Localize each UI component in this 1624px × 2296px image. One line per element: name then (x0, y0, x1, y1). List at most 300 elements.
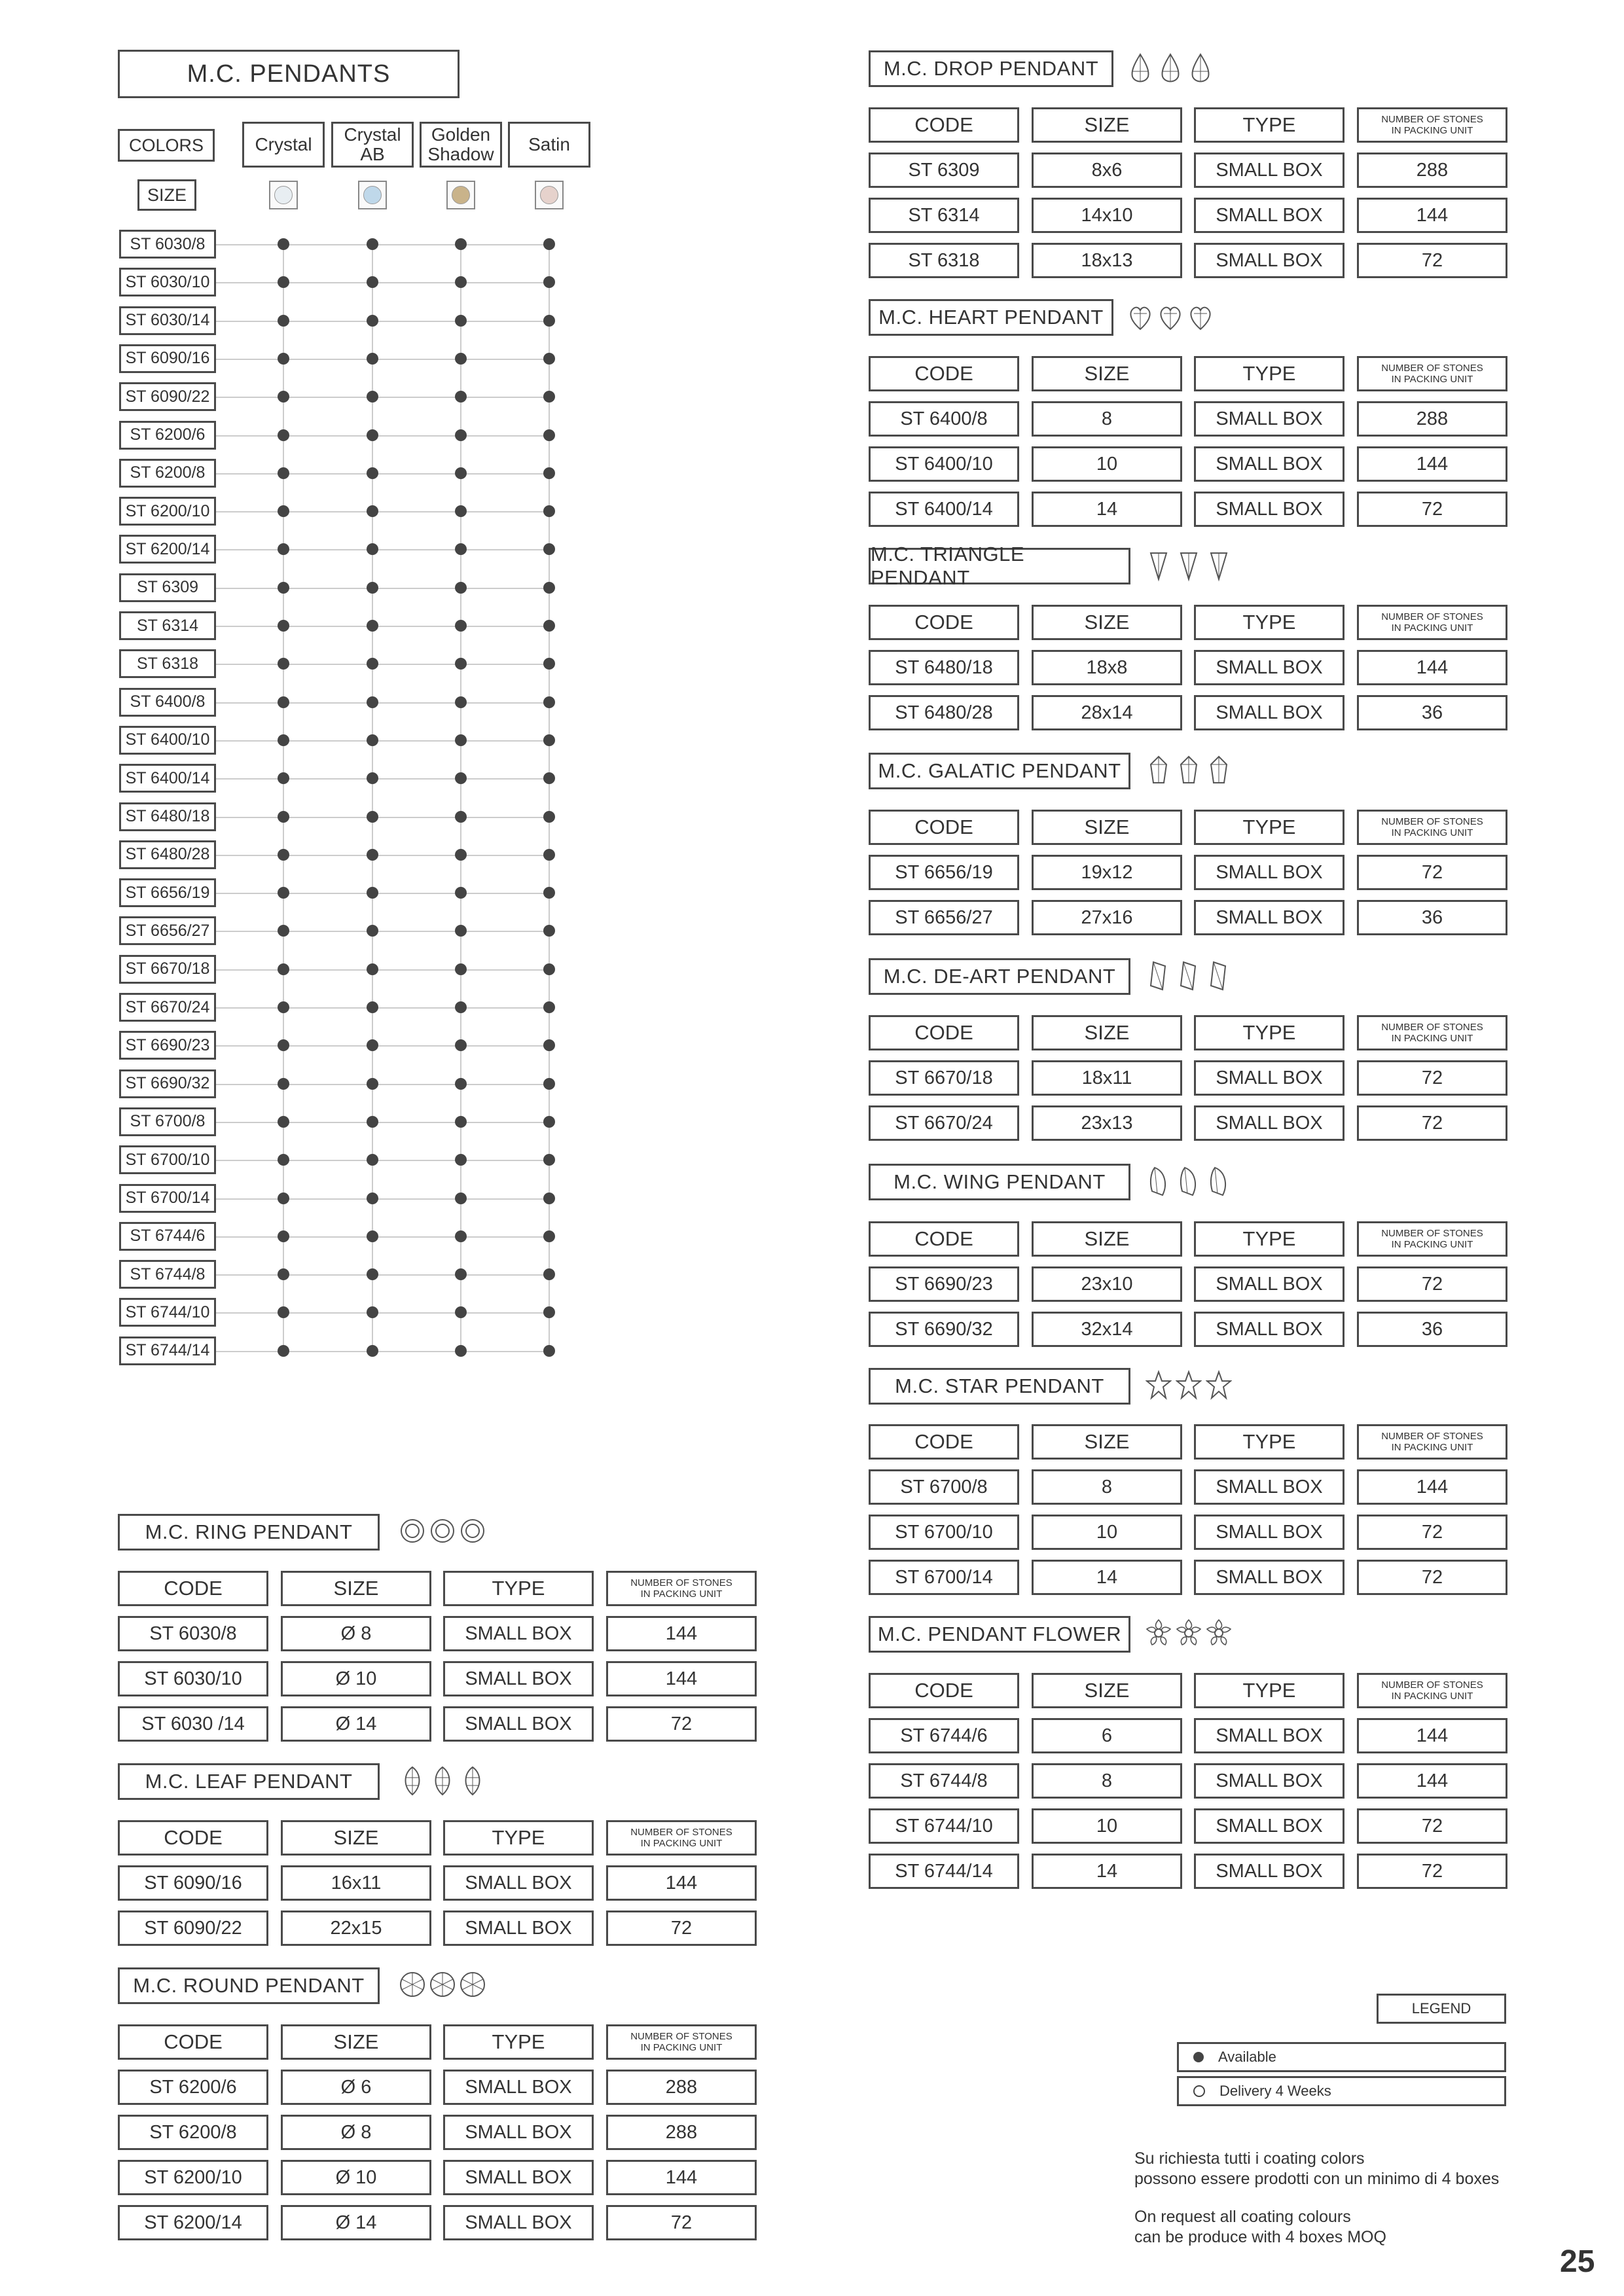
cell-code: ST 6309 (869, 152, 1019, 188)
matrix-code-label: ST 6200/10 (119, 497, 216, 526)
table-header-code: CODE (118, 1820, 268, 1856)
stones-header-line2: IN PACKING UNIT (1391, 374, 1473, 385)
cell-size: 14 (1032, 1854, 1182, 1889)
cell-size: 10 (1032, 1808, 1182, 1844)
round-pendant-icon (399, 1969, 425, 2005)
cell-stones: 144 (1357, 650, 1507, 685)
available-dot-icon (455, 1039, 467, 1051)
stones-header-line1: NUMBER OF STONES (1381, 611, 1483, 622)
table-header-stones (1357, 810, 1507, 845)
available-dot-icon (543, 1154, 555, 1166)
matrix-code-label: ST 6690/32 (119, 1069, 216, 1098)
leaf-pendant-icon (399, 1765, 425, 1801)
cell-code: ST 6744/6 (869, 1718, 1019, 1753)
ring-pendant-icon (429, 1515, 456, 1551)
cell-stones: 72 (606, 2205, 757, 2240)
section-title: M.C. STAR PENDANT (869, 1368, 1130, 1405)
matrix-code-label: ST 6200/6 (119, 421, 216, 450)
table-header-stones (1357, 356, 1507, 391)
cell-type: SMALL BOX (1194, 243, 1344, 278)
available-dot-icon (455, 1078, 467, 1090)
size-label: SIZE (137, 179, 196, 211)
stones-header-line2: IN PACKING UNIT (1391, 1691, 1473, 1702)
available-dot-icon (543, 1078, 555, 1090)
matrix-code-label: ST 6314 (119, 611, 216, 640)
available-dot-icon (543, 1193, 555, 1204)
cell-code: ST 6314 (869, 198, 1019, 233)
galactic-pendant-icons (1146, 754, 1232, 790)
matrix-code-label: ST 6318 (119, 649, 216, 678)
matrix-row-line (216, 511, 549, 512)
cell-stones: 72 (1357, 1515, 1507, 1550)
cell-type: SMALL BOX (443, 2115, 594, 2150)
cell-size: 22x15 (281, 1910, 431, 1946)
cell-stones: 36 (1357, 695, 1507, 730)
matrix-code-label: ST 6670/18 (119, 955, 216, 984)
matrix-row-line (216, 244, 549, 245)
heart-pendant-icons (1127, 300, 1214, 336)
cell-code: ST 6400/8 (869, 401, 1019, 437)
available-dot-icon (455, 315, 467, 327)
triangle-pendant-icon (1206, 549, 1232, 585)
available-dot-icon (543, 315, 555, 327)
table-header-size: SIZE (1032, 107, 1182, 143)
stones-header-line2: IN PACKING UNIT (640, 2042, 723, 2053)
available-dot-icon (543, 849, 555, 861)
star-pendant-icons (1146, 1369, 1232, 1405)
cell-stones: 72 (1357, 1854, 1507, 1889)
cell-type: SMALL BOX (1194, 1854, 1344, 1889)
crystal-stone-icon (540, 186, 558, 204)
cell-type: SMALL BOX (443, 1661, 594, 1696)
section-title: M.C. GALATIC PENDANT (869, 753, 1130, 789)
stones-header-line2: IN PACKING UNIT (1391, 1442, 1473, 1453)
available-dot-icon (278, 887, 289, 899)
matrix-code-label: ST 6030/14 (119, 306, 216, 335)
matrix-row-line (216, 321, 549, 322)
table-header-code: CODE (869, 356, 1019, 391)
note-english-line1: On request all coating colours (1134, 2208, 1351, 2226)
cell-stones: 144 (606, 1661, 757, 1696)
stones-header-line2: IN PACKING UNIT (1391, 622, 1473, 634)
triangle-pendant-icon (1176, 549, 1202, 585)
cell-type: SMALL BOX (1194, 900, 1344, 935)
cell-code: ST 6670/24 (869, 1105, 1019, 1141)
legend-delivery-label: Delivery 4 Weeks (1219, 2083, 1331, 2099)
available-dot-icon (455, 811, 467, 823)
matrix-row-line (216, 435, 549, 437)
table-header-size: SIZE (1032, 810, 1182, 845)
cell-code: ST 6670/18 (869, 1060, 1019, 1096)
color-swatch-icon (446, 181, 475, 209)
table-header-size: SIZE (1032, 1673, 1182, 1708)
available-dot-icon (278, 1193, 289, 1204)
available-dot-icon (455, 1193, 467, 1204)
matrix-row-line (216, 1198, 549, 1200)
cell-stones: 72 (1357, 1105, 1507, 1141)
wing-pendant-icons (1146, 1165, 1232, 1201)
matrix-code-label: ST 6480/28 (119, 840, 216, 869)
legend-delivery (1177, 2076, 1506, 2106)
matrix-code-label: ST 6090/22 (119, 382, 216, 411)
cell-size: 18x11 (1032, 1060, 1182, 1096)
available-dot-icon (367, 429, 378, 441)
cell-code: ST 6030/10 (118, 1661, 268, 1696)
table-header-type: TYPE (1194, 356, 1344, 391)
stones-header-line1: NUMBER OF STONES (1381, 1679, 1483, 1691)
available-dot-icon (367, 467, 378, 479)
available-dot-icon (455, 1345, 467, 1357)
available-dot-icon (543, 658, 555, 670)
available-dot-icon (455, 582, 467, 594)
table-header-type: TYPE (443, 1820, 594, 1856)
galactic-pendant-icon (1146, 754, 1172, 790)
main-title: M.C. PENDANTS (118, 50, 460, 98)
crystal-stone-icon (274, 186, 293, 204)
cell-stones: 144 (1357, 1763, 1507, 1799)
cell-code: ST 6690/32 (869, 1312, 1019, 1347)
table-header-code: CODE (118, 2024, 268, 2060)
cell-size: Ø 14 (281, 2205, 431, 2240)
available-dot-icon (278, 315, 289, 327)
matrix-code-label: ST 6690/23 (119, 1031, 216, 1060)
available-dot-icon (278, 543, 289, 555)
available-dot-icon (455, 620, 467, 632)
available-dot-icon (367, 658, 378, 670)
matrix-code-label: ST 6400/10 (119, 726, 216, 755)
available-dot-icon (367, 772, 378, 784)
matrix-code-label: ST 6700/10 (119, 1145, 216, 1174)
round-pendant-icons (399, 1969, 486, 2005)
cell-code: ST 6400/10 (869, 446, 1019, 482)
cell-size: 19x12 (1032, 855, 1182, 890)
matrix-row-line (216, 702, 549, 704)
cell-stones: 288 (1357, 152, 1507, 188)
cell-type: SMALL BOX (1194, 695, 1344, 730)
matrix-code-label: ST 6744/6 (119, 1222, 216, 1251)
available-dot-icon (367, 505, 378, 517)
available-dot-icon (455, 353, 467, 365)
available-dot-icon (367, 1078, 378, 1090)
cell-code: ST 6700/14 (869, 1560, 1019, 1595)
section-title: M.C. LEAF PENDANT (118, 1763, 380, 1800)
table-header-stones (1357, 1015, 1507, 1050)
matrix-row-line (216, 626, 549, 627)
wing-pendant-icon (1206, 1165, 1232, 1201)
table-header-size: SIZE (1032, 605, 1182, 640)
available-dot-icon (278, 772, 289, 784)
stones-header-line1: NUMBER OF STONES (1381, 363, 1483, 374)
available-dot-icon (543, 1116, 555, 1128)
available-dot-icon (543, 1230, 555, 1242)
matrix-code-label: ST 6480/18 (119, 802, 216, 831)
stones-header-line2: IN PACKING UNIT (640, 1838, 723, 1849)
cell-size: 32x14 (1032, 1312, 1182, 1347)
star-pendant-icon (1176, 1369, 1202, 1405)
available-dot-icon (455, 505, 467, 517)
available-dot-icon (455, 1116, 467, 1128)
available-dot-icon (278, 582, 289, 594)
cell-type: SMALL BOX (1194, 1763, 1344, 1799)
available-dot-icon (543, 391, 555, 403)
round-pendant-icon (429, 1969, 456, 2005)
de-art-pendant-icons (1146, 960, 1232, 996)
color-swatch-icon (358, 181, 387, 209)
available-dot-icon (543, 925, 555, 937)
ring-pendant-icons (399, 1515, 486, 1551)
cell-stones: 72 (1357, 1060, 1507, 1096)
available-dot-icon (543, 1268, 555, 1280)
cell-type: SMALL BOX (1194, 492, 1344, 527)
available-dot-icon (543, 1039, 555, 1051)
cell-code: ST 6744/10 (869, 1808, 1019, 1844)
deart-pendant-icon (1206, 960, 1232, 996)
available-dot-icon (543, 887, 555, 899)
cell-size: 14x10 (1032, 198, 1182, 233)
table-header-type: TYPE (1194, 107, 1344, 143)
matrix-row-line (216, 1274, 549, 1276)
colors-label: COLORS (118, 129, 215, 162)
available-dot-icon (278, 849, 289, 861)
cell-stones: 288 (606, 2070, 757, 2105)
cell-code: ST 6656/27 (869, 900, 1019, 935)
matrix-row-line (216, 359, 549, 360)
matrix-code-label: ST 6200/8 (119, 459, 216, 488)
cell-stones: 72 (1357, 1266, 1507, 1302)
table-header-size: SIZE (1032, 1015, 1182, 1050)
matrix-row-line (216, 1084, 549, 1085)
table-header-stones (1357, 1673, 1507, 1708)
galactic-pendant-icon (1206, 754, 1232, 790)
matrix-row-line (216, 1045, 549, 1047)
flower-pendant-icon (1206, 1617, 1232, 1653)
matrix-row-line (216, 740, 549, 742)
stones-header-line2: IN PACKING UNIT (1391, 125, 1473, 136)
available-dot-icon (543, 811, 555, 823)
section-title: M.C. DROP PENDANT (869, 50, 1113, 87)
table-header-type: TYPE (443, 1571, 594, 1606)
matrix-code-label: ST 6656/27 (119, 916, 216, 945)
matrix-row-line (216, 1351, 549, 1352)
matrix-code-label: ST 6670/24 (119, 993, 216, 1022)
available-dot-icon (543, 353, 555, 365)
cell-stones: 144 (1357, 1469, 1507, 1505)
available-dot-icon (455, 543, 467, 555)
flower-pendant-icon (1176, 1617, 1202, 1653)
table-header-type: TYPE (1194, 1673, 1344, 1708)
cell-stones: 144 (606, 1865, 757, 1901)
cell-type: SMALL BOX (443, 1706, 594, 1742)
available-dot-icon (278, 811, 289, 823)
available-dot-icon (543, 276, 555, 288)
flower-pendant-icons (1146, 1617, 1232, 1653)
note-italian (1134, 2149, 1499, 2189)
table-header-type: TYPE (1194, 810, 1344, 845)
available-dot-icon (367, 887, 378, 899)
available-dot-icon (367, 1193, 378, 1204)
available-dot-icon (367, 963, 378, 975)
matrix-code-label: ST 6700/14 (119, 1184, 216, 1213)
available-dot-icon (278, 1154, 289, 1166)
matrix-row-line (216, 855, 549, 856)
available-dot-icon (367, 849, 378, 861)
available-dot-icon (543, 467, 555, 479)
available-dot-icon (278, 391, 289, 403)
cell-code: ST 6690/23 (869, 1266, 1019, 1302)
heart-pendant-icon (1187, 300, 1214, 336)
table-header-size: SIZE (281, 2024, 431, 2060)
available-dot-icon (278, 1230, 289, 1242)
matrix-row-line (216, 1007, 549, 1009)
leaf-pendant-icon (429, 1765, 456, 1801)
cell-size: Ø 8 (281, 2115, 431, 2150)
cell-type: SMALL BOX (443, 1910, 594, 1946)
available-dot-icon (455, 963, 467, 975)
available-dot-icon (543, 1345, 555, 1357)
cell-stones: 288 (606, 2115, 757, 2150)
matrix-vertical-line (372, 244, 373, 1351)
stones-header-line2: IN PACKING UNIT (1391, 1033, 1473, 1044)
color-swatch-icon (269, 181, 298, 209)
matrix-code-label: ST 6744/8 (119, 1260, 216, 1289)
cell-stones: 144 (1357, 446, 1507, 482)
available-dot-icon (367, 1268, 378, 1280)
note-italian-line1: Su richiesta tutti i coating colors (1134, 2149, 1365, 2168)
table-header-code: CODE (869, 1673, 1019, 1708)
drop-pendant-icon (1187, 52, 1214, 88)
available-dot-icon (455, 1154, 467, 1166)
available-dot-icon (278, 238, 289, 250)
cell-type: SMALL BOX (1194, 1469, 1344, 1505)
cell-type: SMALL BOX (443, 2070, 594, 2105)
legend-available-label: Available (1218, 2049, 1276, 2065)
available-dot-icon (455, 429, 467, 441)
heart-pendant-icon (1127, 300, 1153, 336)
available-dot-icon (278, 353, 289, 365)
cell-stones: 72 (1357, 243, 1507, 278)
cell-code: ST 6200/14 (118, 2205, 268, 2240)
available-dot-icon (367, 391, 378, 403)
available-dot-icon (278, 1116, 289, 1128)
available-dot-icon (455, 391, 467, 403)
table-header-code: CODE (869, 605, 1019, 640)
cell-code: ST 6200/8 (118, 2115, 268, 2150)
galactic-pendant-icon (1176, 754, 1202, 790)
cell-code: ST 6030/8 (118, 1616, 268, 1651)
cell-type: SMALL BOX (1194, 1060, 1344, 1096)
heart-pendant-icon (1157, 300, 1183, 336)
available-dot-icon (367, 1230, 378, 1242)
cell-type: SMALL BOX (1194, 401, 1344, 437)
cell-size: 8 (1032, 1469, 1182, 1505)
legend-available (1177, 2042, 1506, 2072)
stones-header-line2: IN PACKING UNIT (1391, 827, 1473, 838)
cell-code: ST 6656/19 (869, 855, 1019, 890)
available-dot-icon (543, 963, 555, 975)
available-dot-icon (278, 734, 289, 746)
cell-type: SMALL BOX (1194, 1560, 1344, 1595)
available-dot-icon (543, 620, 555, 632)
matrix-code-label: ST 6700/8 (119, 1107, 216, 1136)
round-pendant-icon (460, 1969, 486, 2005)
cell-size: 23x10 (1032, 1266, 1182, 1302)
available-dot-icon (543, 696, 555, 708)
cell-code: ST 6318 (869, 243, 1019, 278)
cell-type: SMALL BOX (1194, 1515, 1344, 1550)
available-dot-icon (367, 811, 378, 823)
section-title: M.C. ROUND PENDANT (118, 1967, 380, 2004)
available-dot-icon (455, 849, 467, 861)
matrix-row-line (216, 282, 549, 283)
matrix-row-line (216, 1122, 549, 1123)
table-header-size: SIZE (281, 1820, 431, 1856)
triangle-pendant-icons (1146, 549, 1232, 585)
cell-size: 18x8 (1032, 650, 1182, 685)
matrix-vertical-line (549, 244, 550, 1351)
available-dot-icon (278, 696, 289, 708)
cell-size: 10 (1032, 446, 1182, 482)
available-dot-icon (455, 658, 467, 670)
cell-type: SMALL BOX (1194, 198, 1344, 233)
legend-title: LEGEND (1377, 1994, 1506, 2024)
matrix-code-label: ST 6744/10 (119, 1298, 216, 1327)
table-header-size: SIZE (281, 1571, 431, 1606)
available-dot-icon (367, 1306, 378, 1318)
matrix-row-line (216, 588, 549, 589)
available-dot-icon (367, 1345, 378, 1357)
color-column-header: Satin (508, 122, 590, 168)
available-dot-icon (543, 734, 555, 746)
available-dot-icon (367, 1154, 378, 1166)
available-dot-icon (367, 696, 378, 708)
cell-type: SMALL BOX (1194, 1266, 1344, 1302)
stones-header-line1: NUMBER OF STONES (1381, 1431, 1483, 1442)
stones-header-line1: NUMBER OF STONES (630, 1827, 732, 1838)
cell-code: ST 6700/8 (869, 1469, 1019, 1505)
cell-stones: 72 (1357, 855, 1507, 890)
cell-code: ST 6700/10 (869, 1515, 1019, 1550)
crystal-stone-icon (363, 186, 382, 204)
deart-pendant-icon (1146, 960, 1172, 996)
wing-pendant-icon (1176, 1165, 1202, 1201)
cell-type: SMALL BOX (443, 2205, 594, 2240)
available-dot-icon (278, 276, 289, 288)
table-header-stones (1357, 1221, 1507, 1257)
crystal-stone-icon (452, 186, 470, 204)
available-dot-icon (367, 276, 378, 288)
available-dot-icon (367, 925, 378, 937)
table-header-type: TYPE (443, 2024, 594, 2060)
hollow-dot-icon (1193, 2085, 1205, 2097)
flower-pendant-icon (1146, 1617, 1172, 1653)
section-title: M.C. DE-ART PENDANT (869, 958, 1130, 995)
note-italian-line2: possono essere prodotti con un minimo di 4 boxes (1134, 2170, 1500, 2188)
available-dot-icon (367, 620, 378, 632)
available-dot-icon (278, 963, 289, 975)
table-header-stones (1357, 605, 1507, 640)
stones-header-line1: NUMBER OF STONES (1381, 1228, 1483, 1239)
cell-code: ST 6090/22 (118, 1910, 268, 1946)
ring-pendant-icon (399, 1515, 425, 1551)
available-dot-icon (367, 315, 378, 327)
cell-stones: 36 (1357, 900, 1507, 935)
cell-type: SMALL BOX (1194, 152, 1344, 188)
cell-stones: 36 (1357, 1312, 1507, 1347)
note-english-line2: can be produce with 4 boxes MOQ (1134, 2228, 1386, 2246)
cell-size: Ø 10 (281, 1661, 431, 1696)
matrix-code-label: ST 6400/8 (119, 688, 216, 717)
matrix-vertical-line (460, 244, 461, 1351)
